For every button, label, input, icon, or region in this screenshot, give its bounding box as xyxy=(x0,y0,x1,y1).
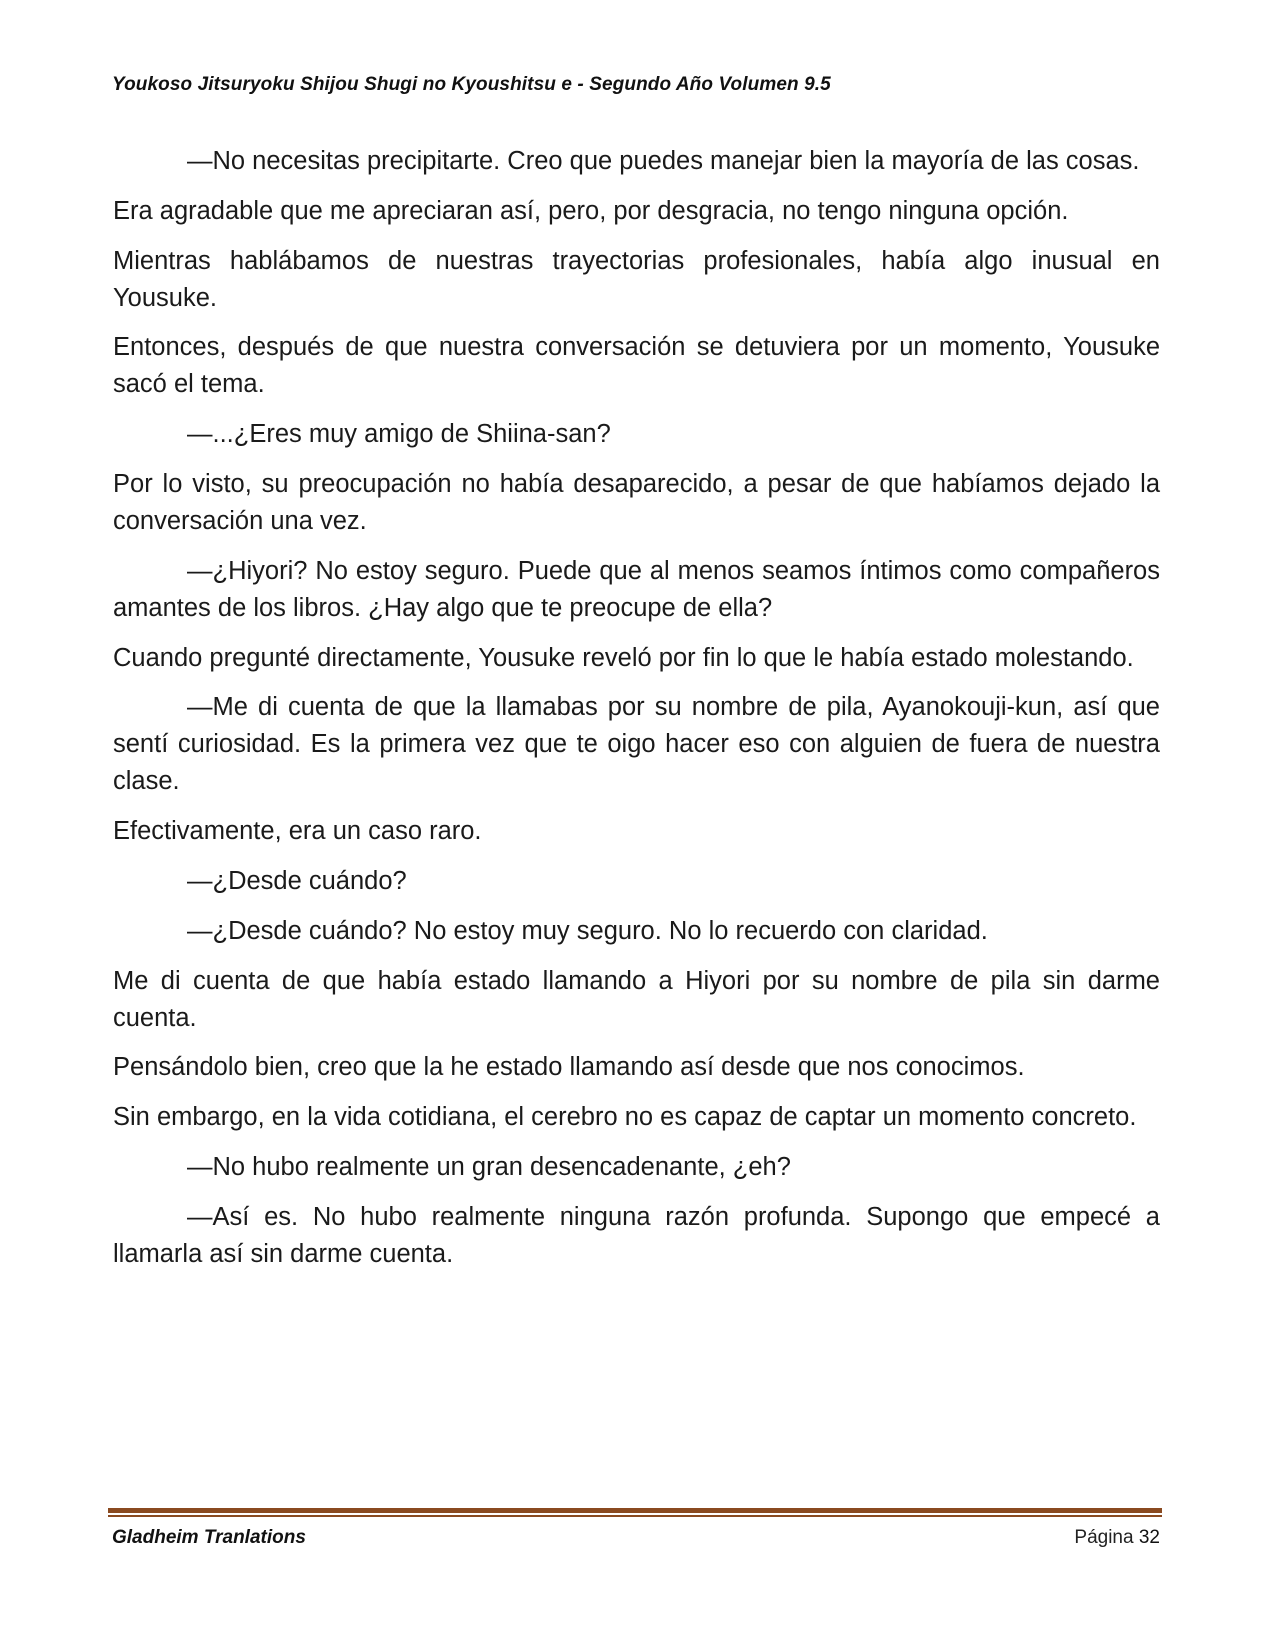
paragraph-14: Pensándolo bien, creo que la he estado llamando así desde que nos conocimos. xyxy=(113,1053,1025,1082)
paragraph-13: Me di cuenta de que había estado llamando a Hiyori por su nombre de pila sin darme cuenta. xyxy=(113,966,1160,1032)
paragraph-16: —No hubo realmente un gran desencadenante, ¿eh? xyxy=(187,1152,791,1181)
page-number-label xyxy=(1074,1527,1160,1549)
paragraph-8: Cuando pregunté directamente, Yousuke reveló por fin lo que le había estado molestando. xyxy=(113,643,1134,672)
page-number: 32 xyxy=(1138,1527,1160,1548)
page-label: Página xyxy=(1074,1527,1134,1548)
footer-credit: Gladheim Tranlations xyxy=(112,1527,306,1548)
paragraph-2: Era agradable que me apreciaran así, pero, por desgracia, no tengo ninguna opción. xyxy=(113,196,1069,225)
paragraph-5: —...¿Eres muy amigo de Shiina-san? xyxy=(187,420,611,449)
paragraph-6: Por lo visto, su preocupación no había desaparecido, a pesar de que habíamos dejado la conversación una vez. xyxy=(113,469,1160,535)
paragraph-12: —¿Desde cuándo? No estoy muy seguro. No lo recuerdo con claridad. xyxy=(187,916,988,945)
paragraph-17: —Así es. No hubo realmente ninguna razón profunda. Supongo que empecé a llamarla así sin darme cuenta. xyxy=(113,1202,1160,1268)
footer-divider-thin xyxy=(108,1515,1162,1517)
paragraph-10: Efectivamente, era un caso raro. xyxy=(113,817,482,846)
paragraph-7: —¿Hiyori? No estoy seguro. Puede que al menos seamos íntimos como compañeros amantes de los libros. ¿Hay algo que te preocupe de ella? xyxy=(113,556,1160,622)
page-header-title: Youkoso Jitsuryoku Shijou Shugi no Kyoushitsu e - Segundo Año Volumen 9.5 xyxy=(112,74,831,95)
paragraph-11: —¿Desde cuándo? xyxy=(187,866,407,895)
paragraph-15: Sin embargo, en la vida cotidiana, el cerebro no es capaz de captar un momento concreto. xyxy=(113,1103,1137,1132)
paragraph-1: —No necesitas precipitarte. Creo que puedes manejar bien la mayoría de las cosas. xyxy=(187,147,1140,175)
footer-divider-thick xyxy=(108,1508,1162,1513)
paragraph-4: Entonces, después de que nuestra conversación se detuviera por un momento, Yousuke sacó el tema. xyxy=(113,333,1160,399)
paragraph-9: —Me di cuenta de que la llamabas por su nombre de pila, Ayanokouji-kun, así que sentí curiosidad. Es la primera vez que te oigo hacer eso con alguien de fuera de nuestra clase. xyxy=(113,693,1160,796)
paragraph-3: Mientras hablábamos de nuestras trayectorias profesionales, había algo inusual en Yousuke. xyxy=(113,246,1160,312)
body-text xyxy=(113,143,1160,1286)
